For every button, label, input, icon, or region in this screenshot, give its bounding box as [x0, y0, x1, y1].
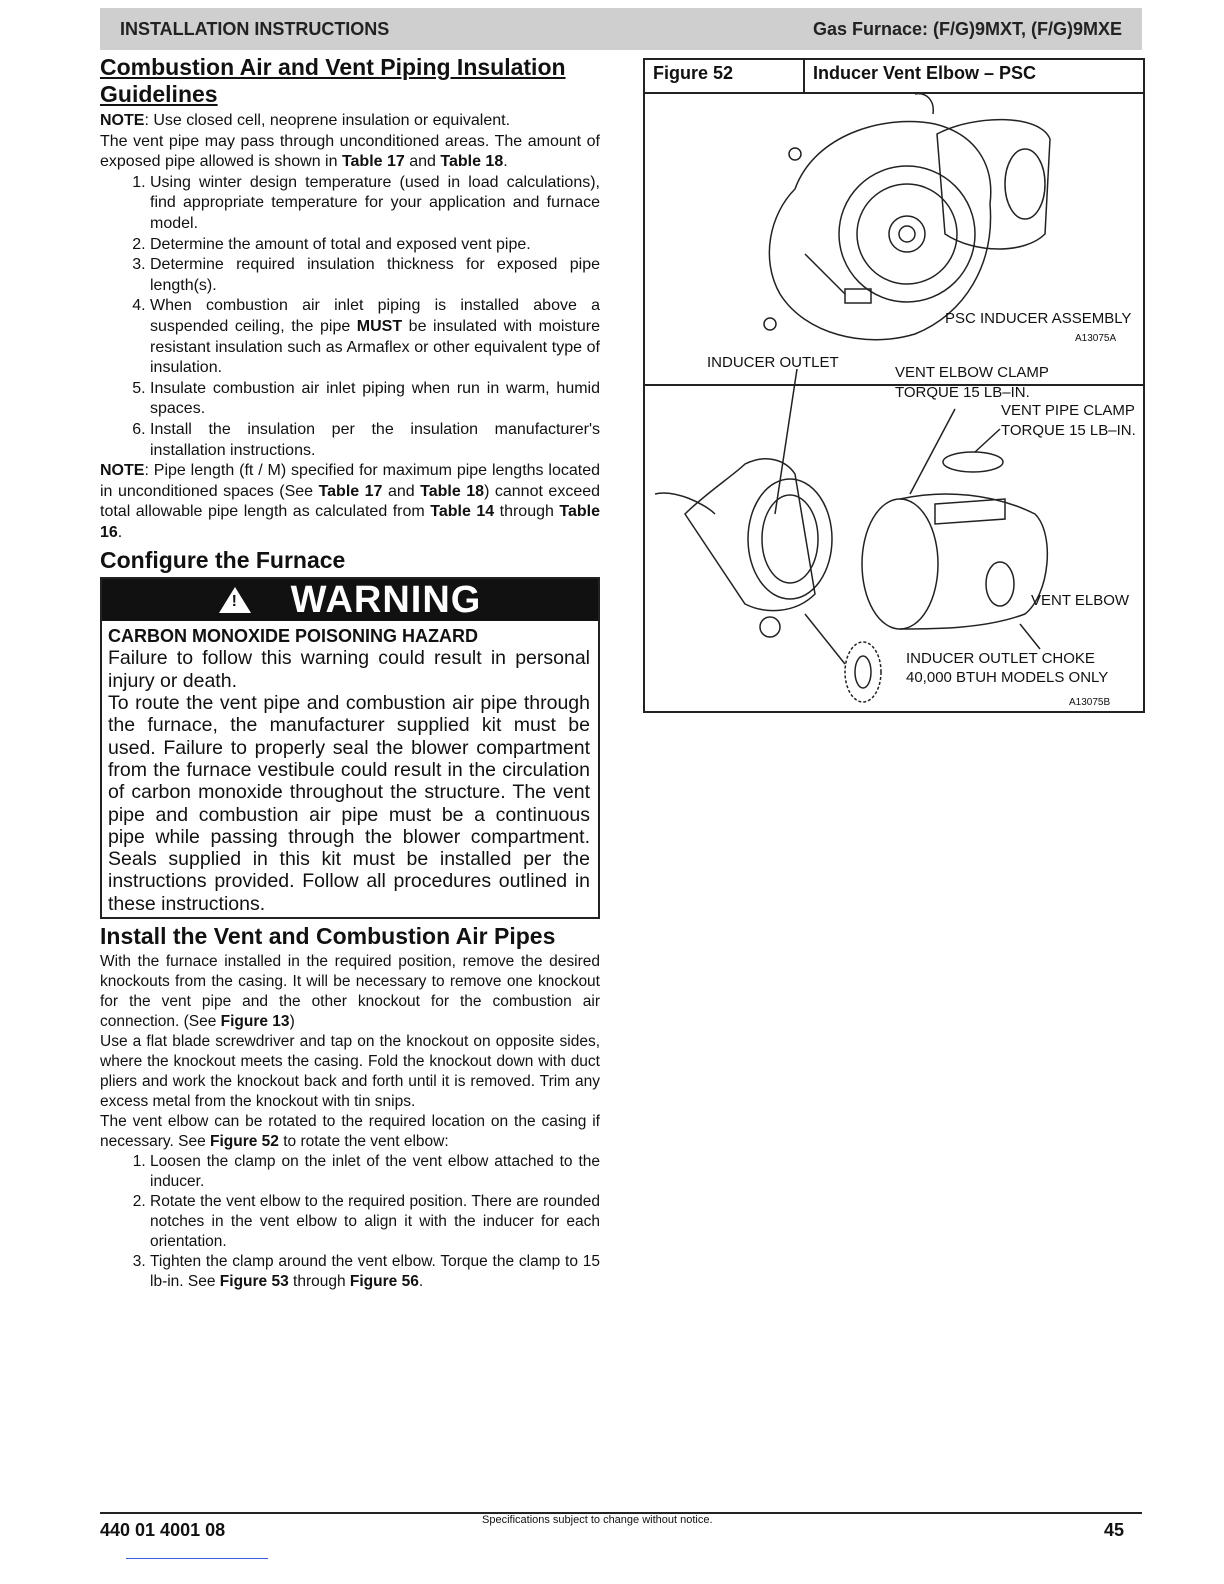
figure-number: Figure 52	[645, 60, 805, 92]
warning-word: WARNING	[290, 578, 482, 621]
list-item: 2. Determine the amount of total and exposed vent pipe.	[150, 235, 600, 256]
figure-52	[643, 58, 1145, 713]
inducer-outlet-choke-drawing	[845, 642, 881, 702]
list-item: 6. Install the insulation per the insulation manufacturer's installation instructions.	[150, 420, 600, 461]
warning-text-1: Failure to follow this warning could result in personal injury or death.	[108, 647, 590, 692]
label-choke-models: 40,000 BTUH MODELS ONLY	[906, 669, 1109, 686]
warning-text-2: To route the vent pipe and combustion air pipe through the furnace, the manufacturer supplied kit must be used. Failure to properly seal the blower compartment from the furnace vestibule could result in the circulation of carbon monoxide throughout the structure. The vent pipe and combustion air pipe must be a continuous pipe while passing through the blower compartment. Seals supplied in this kit must be installed per the instructions provided. Follow all procedures outlined in these instructions.	[108, 692, 590, 915]
insulation-steps	[100, 173, 600, 461]
page-number: 45	[1104, 1520, 1125, 1540]
figure-title: Inducer Vent Elbow – PSC	[813, 63, 1037, 83]
label-vent-pipe-clamp: VENT PIPE CLAMP	[1001, 402, 1135, 419]
install-para-1: With the furnace installed in the required position, remove the desired knockouts from the casing. It will be necessary to remove one knockout for the vent pipe and the other knockout for the combustion air connection. (See Figure 13)	[100, 953, 600, 1031]
section-title-install: Install the Vent and Combustion Air Pipes	[100, 923, 556, 950]
note-paragraph: NOTE: Use closed cell, neoprene insulation or equivalent.	[100, 112, 511, 129]
warning-box	[100, 577, 600, 919]
left-column	[100, 54, 600, 1292]
psc-inducer-assembly-drawing	[764, 94, 1050, 340]
footer-stub-line	[126, 1558, 268, 1559]
install-para-3: The vent elbow can be rotated to the required location on the casing if necessary. See Figure 52 to rotate the vent elbow:	[100, 1113, 600, 1151]
label-vent-elbow-clamp: VENT ELBOW CLAMP	[895, 364, 1049, 381]
label-vent-elbow: VENT ELBOW	[1031, 592, 1130, 609]
install-para-2: Use a flat blade screwdriver and tap on the knockout on opposite sides, where the knockout meets the casing. Fold the knockout down with duct pliers and work the knockout back and forth until it is removed. Trim any excess metal from the knockout with tin snips.	[100, 1033, 600, 1111]
inducer-outlet-drawing	[655, 459, 832, 637]
insulation-intro: The vent pipe may pass through unconditioned areas. The amount of exposed pipe allowed is shown in Table 17 and Table 18.	[100, 132, 600, 171]
header-right: Gas Furnace: (F/G)9MXT, (F/G)9MXE	[812, 18, 1122, 39]
document-number: 440 01 4001 08	[100, 1520, 226, 1540]
footer-notice: Specifications subject to change without notice.	[482, 1514, 713, 1526]
list-item: 1. Loosen the clamp on the inlet of the vent elbow attached to the inducer.	[150, 1152, 600, 1192]
code-a13075b: A13075B	[1069, 697, 1111, 708]
list-item: 3. Determine required insulation thickness for exposed pipe length(s).	[150, 255, 600, 296]
page-header	[100, 8, 1142, 50]
list-item: 4. When combustion air inlet piping is installed above a suspended ceiling, the pipe MUST be insulated with moisture resistant insulation such as Armaflex or other equivalent type of insulation.	[150, 296, 600, 378]
warning-header	[102, 579, 598, 621]
list-item: 2. Rotate the vent elbow to the required position. There are rounded notches in the vent elbow to align it with the inducer for each orientation.	[150, 1192, 600, 1252]
code-a13075a: A13075A	[1075, 333, 1117, 344]
header-left: INSTALLATION INSTRUCTIONS	[120, 18, 390, 39]
label-vent-elbow-clamp-torque: TORQUE 15 LB–IN.	[895, 384, 1030, 401]
label-psc-inducer-assembly: PSC INDUCER ASSEMBLY	[945, 310, 1132, 327]
warning-body	[102, 621, 598, 917]
note2-paragraph: NOTE: Pipe length (ft / M) specified for maximum pipe lengths located in unconditioned spaces (See Table 17 and Table 18) cannot exceed total allowable pipe length as calculated from Table 14 through Table 16.	[100, 462, 601, 541]
vent-elbow-drawing	[862, 452, 1047, 629]
label-inducer-outlet: INDUCER OUTLET	[707, 354, 839, 371]
section-title-configure: Configure the Furnace	[100, 547, 346, 574]
warning-triangle-icon	[219, 587, 251, 613]
list-item: 1. Using winter design temperature (used in load calculations), find appropriate temperature for your application and furnace model.	[150, 173, 600, 235]
label-inducer-outlet-choke: INDUCER OUTLET CHOKE	[906, 650, 1095, 667]
hazard-title: CARBON MONOXIDE POISONING HAZARD	[108, 626, 479, 647]
list-item: 3. Tighten the clamp around the vent elbow. Torque the clamp to 15 lb-in. See Figure 53 through Figure 56.	[150, 1252, 600, 1292]
section-title-insulation: Combustion Air and Vent Piping Insulation Guidelines	[100, 54, 566, 107]
figure-header	[645, 60, 1143, 94]
list-item: 5. Insulate combustion air inlet piping when run in warm, humid spaces.	[150, 379, 600, 420]
label-vent-pipe-clamp-torque: TORQUE 15 LB–IN.	[1001, 422, 1136, 439]
install-steps	[100, 1152, 600, 1292]
